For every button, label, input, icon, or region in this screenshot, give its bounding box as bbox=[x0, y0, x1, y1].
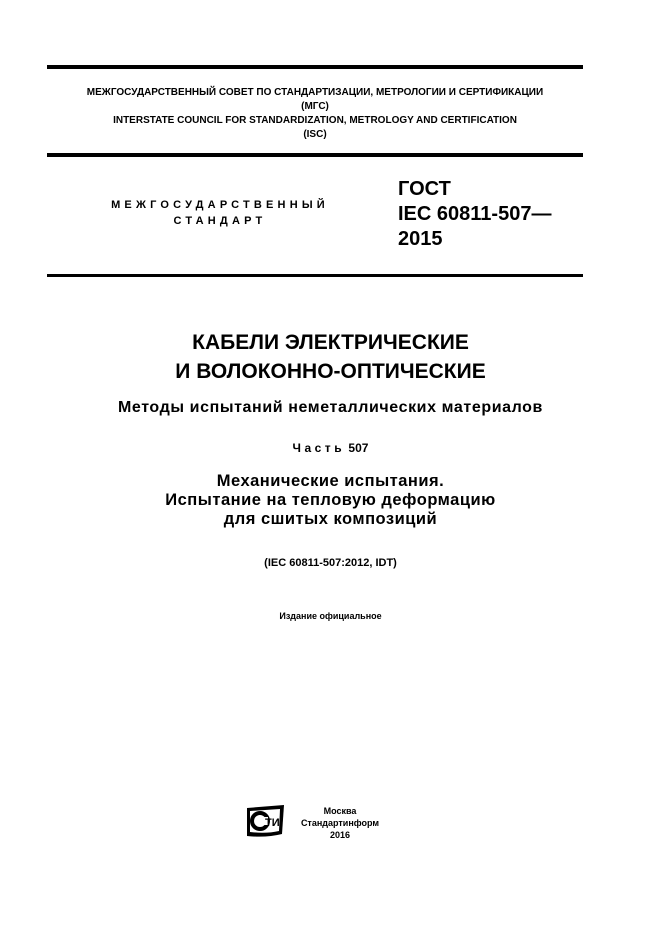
gost-year: 2015 bbox=[398, 228, 443, 250]
section-title-line1: Механические испытания. bbox=[216, 472, 445, 490]
publisher-info bbox=[292, 805, 388, 841]
section-title bbox=[0, 472, 661, 529]
standartinform-logo-icon bbox=[246, 804, 286, 838]
part-heading bbox=[0, 441, 661, 455]
part-label: Часть bbox=[292, 441, 346, 455]
iec-reference: (IEC 60811-507:2012, IDT) bbox=[264, 557, 397, 569]
document-title bbox=[0, 328, 661, 386]
council-name-ru: МЕЖГОСУДАРСТВЕННЫЙ СОВЕТ ПО СТАНДАРТИЗАЦИИ, МЕТРОЛОГИИ И СЕРТИФИКАЦИИ bbox=[86, 87, 544, 98]
document-subtitle: Методы испытаний неметаллических материалов bbox=[117, 399, 543, 416]
standard-designation bbox=[398, 177, 551, 252]
standard-type-line1: МЕЖГОСУДАРСТВЕННЫЙ bbox=[111, 199, 329, 211]
section-title-line3: для сшитых композиций bbox=[223, 510, 438, 528]
section-title-line2: Испытание на тепловую деформацию bbox=[165, 491, 496, 509]
top-rule bbox=[47, 65, 583, 69]
publisher-year: 2016 bbox=[329, 830, 351, 840]
publisher-name: Стандартинформ bbox=[300, 818, 380, 828]
publisher-city: Москва bbox=[323, 806, 357, 816]
council-abbr-en: (ISC) bbox=[303, 129, 327, 140]
standard-type-line2: СТАНДАРТ bbox=[173, 215, 267, 227]
council-header bbox=[47, 86, 583, 142]
gost-label: ГОСТ bbox=[398, 178, 451, 200]
designation-divider bbox=[47, 274, 583, 277]
title-line1: КАБЕЛИ ЭЛЕКТРИЧЕСКИЕ bbox=[192, 331, 469, 354]
council-name-en: INTERSTATE COUNCIL FOR STANDARDIZATION, METROLOGY AND CERTIFICATION bbox=[113, 115, 517, 126]
svg-text:ТИ: ТИ bbox=[265, 817, 280, 829]
edition-note: Издание официальное bbox=[279, 611, 382, 621]
title-line2: И ВОЛОКОННО-ОПТИЧЕСКИЕ bbox=[175, 360, 486, 383]
gost-number: IEC 60811-507— bbox=[398, 203, 552, 225]
header-divider bbox=[47, 153, 583, 157]
council-abbr-ru: (МГС) bbox=[301, 101, 329, 112]
standard-type bbox=[60, 197, 380, 229]
part-number: 507 bbox=[348, 441, 369, 455]
